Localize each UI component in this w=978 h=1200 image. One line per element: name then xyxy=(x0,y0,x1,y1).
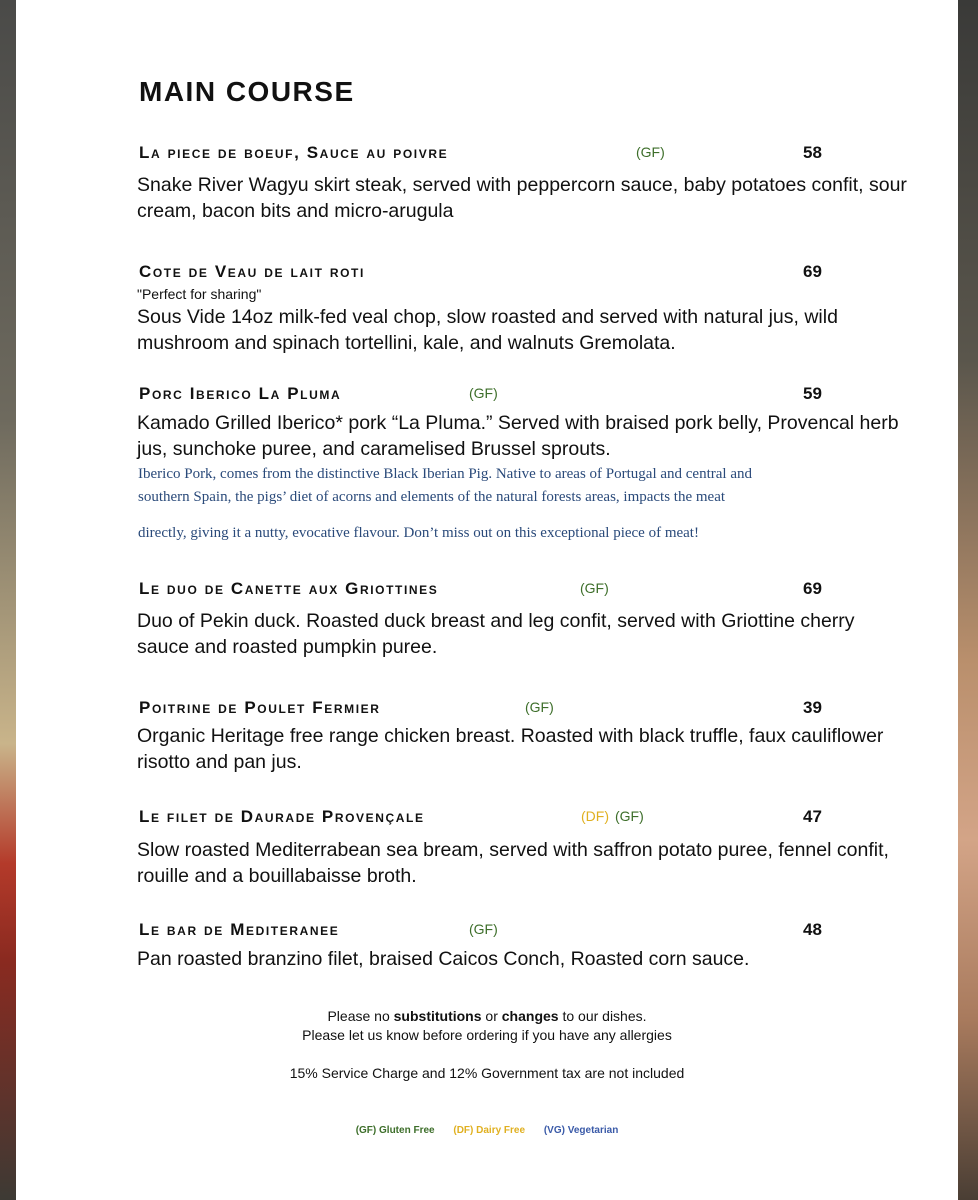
service-charge-note: 15% Service Charge and 12% Government tax are not included xyxy=(289,1065,685,1081)
dish-name: Poitrine de Poulet Fermier xyxy=(139,698,381,717)
dairy-free-tag: (DF) xyxy=(581,808,609,824)
dish-description: Organic Heritage free range chicken breast. Roasted with black truffle, faux cauliflower risotto and pan jus. xyxy=(137,725,884,773)
menu-page xyxy=(16,0,958,1200)
gluten-free-tag: (GF) xyxy=(580,580,609,596)
page-title: MAIN COURSE xyxy=(139,76,355,107)
menu-item-veau xyxy=(137,262,907,356)
dish-description: Sous Vide 14oz milk-fed veal chop, slow roasted and served with natural jus, wild mushroom and spinach tortellini, kale, and walnuts Gremolata. xyxy=(137,306,838,354)
gluten-free-tag: (GF) xyxy=(636,144,665,160)
gluten-free-tag: (GF) xyxy=(525,699,554,715)
dish-name: Le filet de Daurade Provençale xyxy=(139,807,425,826)
menu-item-daurade xyxy=(137,807,907,889)
allergy-note: Please let us know before ordering if you have any allergies xyxy=(302,1027,672,1043)
dish-name: Porc Iberico La Pluma xyxy=(139,384,342,403)
gluten-free-tag: (GF) xyxy=(469,921,498,937)
iberico-note-line-3: directly, giving it a nutty, evocative flavour. Don’t miss out on this exceptional piece of meat! xyxy=(138,525,699,541)
menu-item-canette xyxy=(137,579,907,660)
legend-gluten-free: (GF) Gluten Free xyxy=(355,1125,435,1136)
dish-description: Duo of Pekin duck. Roasted duck breast and leg confit, served with Griottine cherry sauce and roasted pumpkin puree. xyxy=(137,610,855,658)
dish-name: La piece de boeuf, Sauce au poivre xyxy=(139,143,449,162)
substitutions-note: Please no substitutions or changes to our dishes. xyxy=(327,1008,647,1024)
dish-name: Cote de Veau de lait roti xyxy=(139,262,365,281)
gluten-free-tag: (GF) xyxy=(469,385,498,401)
legend-dairy-free: (DF) Dairy Free xyxy=(453,1125,526,1136)
legend-vegetarian: (VG) Vegetarian xyxy=(543,1125,619,1136)
menu-item-porc xyxy=(137,384,907,462)
menu-item-boeuf xyxy=(137,143,907,224)
dish-price: 69 xyxy=(803,579,822,598)
dish-price: 47 xyxy=(803,807,822,826)
dish-name: Le bar de Mediteranee xyxy=(139,920,340,939)
background-photo-left xyxy=(0,0,16,1200)
menu-item-bar xyxy=(137,920,907,972)
dish-description: Kamado Grilled Iberico* pork “La Pluma.” Served with braised pork belly, Provencal herb jus, sunchoke puree, and caramelised Brussel sprouts. xyxy=(137,412,899,460)
menu-item-poulet xyxy=(137,698,907,775)
dish-price: 69 xyxy=(803,262,822,281)
dish-description: Pan roasted branzino filet, braised Caicos Conch, Roasted corn sauce. xyxy=(137,948,750,970)
dish-price: 39 xyxy=(803,698,822,717)
dish-name: Le duo de Canette aux Griottines xyxy=(139,579,439,598)
background-photo-right xyxy=(958,0,978,1200)
iberico-note-line-2: southern Spain, the pigs’ diet of acorns and elements of the natural forests areas, impacts the meat xyxy=(138,489,726,505)
gluten-free-tag: (GF) xyxy=(615,808,644,824)
dish-note: "Perfect for sharing" xyxy=(137,286,262,302)
dietary-legend xyxy=(16,1125,958,1136)
dish-price: 59 xyxy=(803,384,822,403)
dish-description: Slow roasted Mediterrabean sea bream, served with saffron potato puree, fennel confit, rouille and a bouillabaisse broth. xyxy=(137,839,889,887)
dish-price: 48 xyxy=(803,920,822,939)
iberico-note-line-1: Iberico Pork, comes from the distinctive Black Iberian Pig. Native to areas of Portugal and central and xyxy=(138,466,752,482)
dish-price: 58 xyxy=(803,143,822,162)
dish-description: Snake River Wagyu skirt steak, served with peppercorn sauce, baby potatoes confit, sour cream, bacon bits and micro-arugula xyxy=(137,174,907,222)
